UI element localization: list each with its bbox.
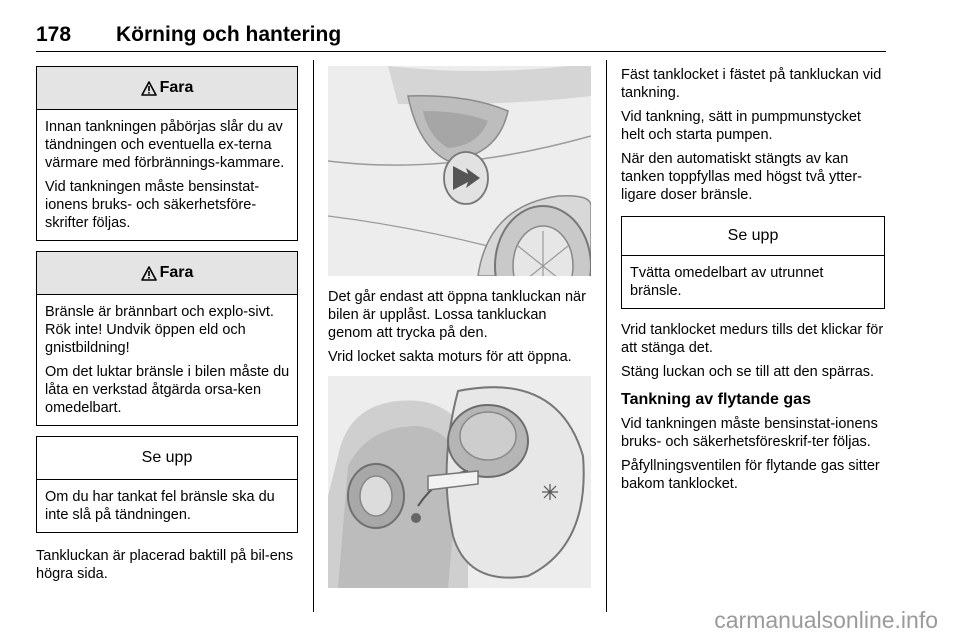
body-paragraph: Påfyllningsventilen för flytande gas sitter bakom tanklocket. [621,458,880,492]
column-divider [313,60,314,612]
section-heading: Tankning av flytande gas [621,391,811,408]
warning-triangle-icon [141,266,157,281]
header-rule [36,51,886,52]
body-paragraph: Fäst tanklocket i fästet på tankluckan vid tankning. [621,67,882,101]
caution-text: Tvätta omedelbart av utrunnet bränsle. [630,265,824,299]
body-paragraph: Vrid locket sakta moturs för att öppna. [328,349,572,365]
danger-box-header [37,67,297,110]
body-paragraph: Vrid tanklocket medurs tills det klickar för att stänga det. [621,322,884,356]
danger-text: Innan tankningen påbörjas slår du av tändningen och eventuella ex-terna värmare med förbrännings-kammare. [45,119,285,171]
danger-title: Fara [159,264,194,281]
body-paragraph: Tankluckan är placerad baktill på bil-ens högra sida. [36,548,294,582]
warning-triangle-icon [141,81,157,96]
column-3 [621,66,885,499]
caution-box [621,216,885,309]
body-paragraph: Vid tankning, sätt in pumpmunstycket helt och starta pumpen. [621,109,861,143]
chapter-title: Körning och hantering [116,23,342,46]
fuel-cap-illustration [328,376,591,588]
column-2 [328,66,591,588]
danger-box [36,251,298,426]
caution-text: Om du har tankat fel bränsle ska du inte slå på tändningen. [45,489,275,523]
caution-title: Se upp [622,217,884,256]
page-number: 178 [36,23,72,46]
caution-box [36,436,298,533]
danger-text: Bränsle är brännbart och explo-sivt. Rök inte! Undvik öppen eld och gnistbildning! [45,304,274,356]
column-1 [36,66,298,589]
body-paragraph: Stäng luckan och se till att den spärras. [621,364,875,380]
danger-title: Fara [159,79,194,96]
body-paragraph: När den automatiskt stängts av kan tanken toppfyllas med högst två ytter-ligare doser bränsle. [621,151,862,203]
watermark: carmanualsonline.info [714,607,938,633]
page-header [36,23,886,51]
danger-text: Vid tankningen måste bensinstat-ionens bruks- och säkerhetsföre-skrifter följas. [45,179,260,231]
column-divider [606,60,607,612]
danger-text: Om det luktar bränsle i bilen måste du låta en verkstad åtgärda orsa-ken omedelbart. [45,364,290,416]
danger-box [36,66,298,241]
car-fuel-flap-illustration [328,66,591,276]
body-paragraph: Vid tankningen måste bensinstat-ionens bruks- och säkerhetsföreskrif-ter följas. [621,416,878,450]
danger-box-header [37,252,297,295]
caution-title: Se upp [37,437,297,480]
body-paragraph: Det går endast att öppna tankluckan när bilen är upplåst. Lossa tankluckan genom att trycka på den. [328,289,586,341]
